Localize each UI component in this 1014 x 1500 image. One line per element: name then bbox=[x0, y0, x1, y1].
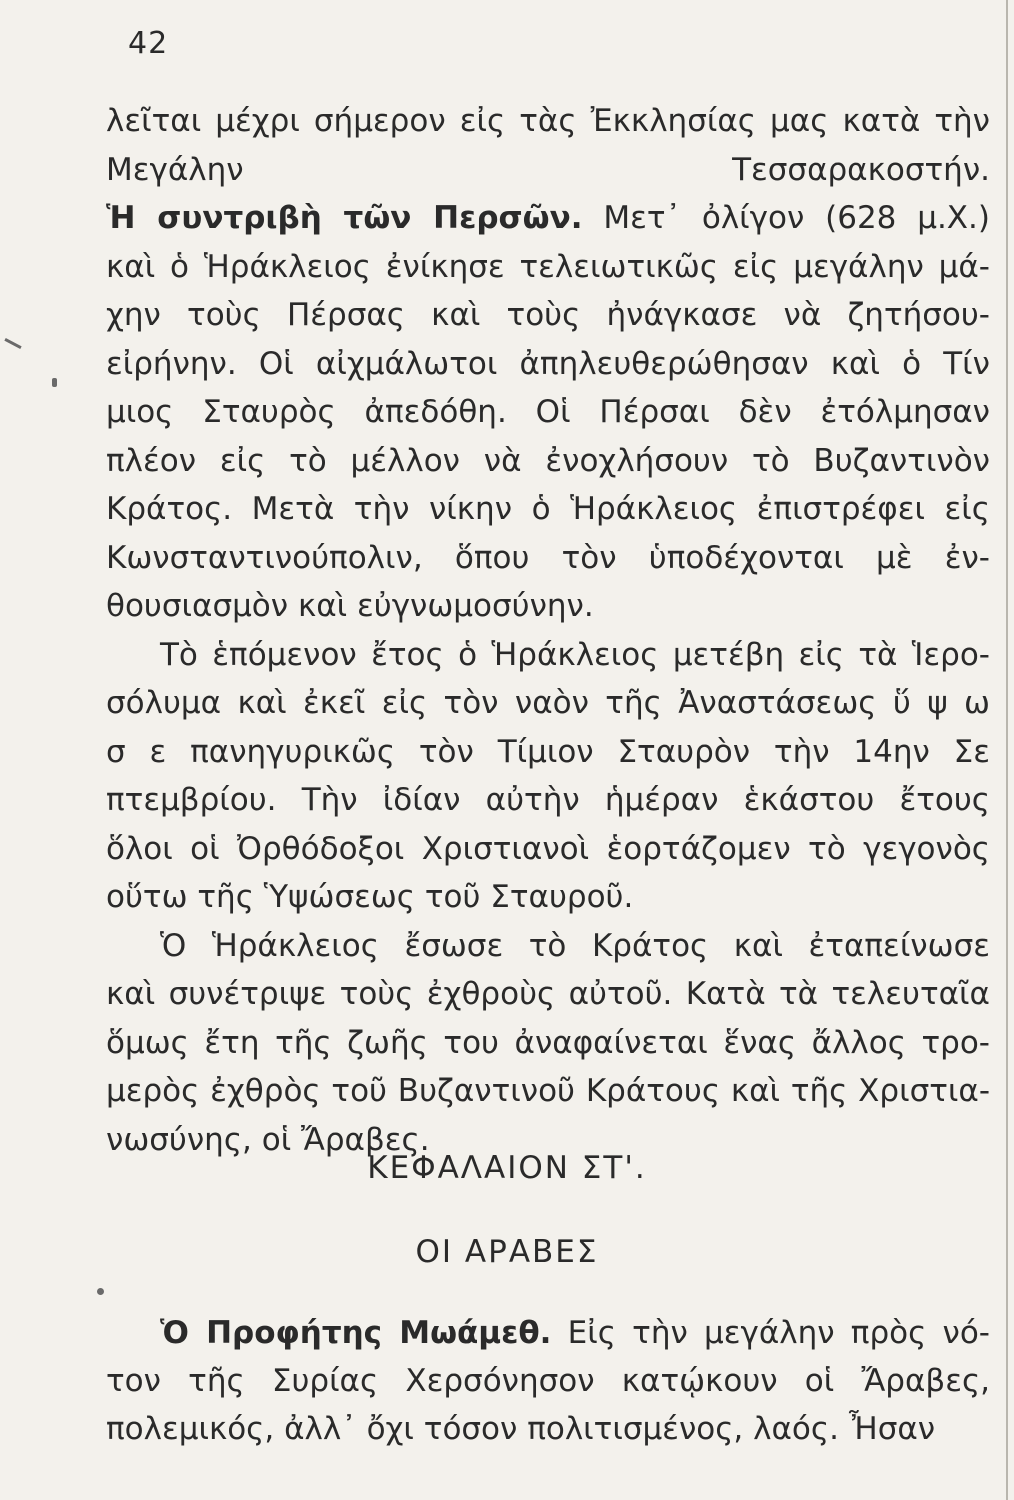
text-line bbox=[106, 684, 990, 722]
line-text: εἰρήνην. Οἱ αἰχμάλωτοι ἀπηλευθερώθησαν καὶ ὁ Τίν bbox=[106, 345, 990, 382]
text-line bbox=[106, 1362, 990, 1400]
text-line bbox=[106, 830, 990, 868]
text-line bbox=[106, 296, 990, 334]
line-text: θουσιασμὸν καὶ εὐγνωμοσύνην. bbox=[106, 588, 594, 624]
ink-dot bbox=[97, 1288, 104, 1295]
line-text: Μεγάλην Τεσσαρακοστήν. bbox=[106, 151, 990, 188]
text-line bbox=[106, 248, 990, 286]
text-line bbox=[106, 199, 990, 237]
chapter-title: ΟΙ ΑΡΑΒΕΣ bbox=[415, 1234, 599, 1270]
line-text: Ὁ Ἡράκλειος ἔσωσε τὸ Κράτος καὶ ἐταπείνωσε bbox=[160, 927, 990, 964]
text-line bbox=[106, 1072, 990, 1110]
line-text: Τὸ ἑπόμενον ἔτος ὁ Ἡράκλειος μετέβη εἰς τὰ Ἱερο- bbox=[160, 636, 990, 673]
text-line bbox=[106, 151, 990, 189]
page-edge bbox=[1006, 0, 1008, 1500]
ink-dot bbox=[52, 378, 57, 387]
line-text: μιος Σταυρὸς ἀπεδόθη. Οἱ Πέρσαι δὲν ἐτόλμησαν bbox=[106, 394, 990, 430]
line-text: σόλυμα καὶ ἐκεῖ εἰς τὸν ναὸν τῆς Ἀναστάσεως ὕ ψ ω bbox=[106, 685, 990, 721]
text-line bbox=[106, 539, 990, 577]
text-line bbox=[106, 345, 990, 383]
line-text: πλέον εἰς τὸ μέλλον νὰ ἐνοχλήσουν τὸ Βυζαντινὸν bbox=[106, 442, 990, 479]
line-text: Εἰς τὴν μεγάλην πρὸς νό- bbox=[551, 1315, 990, 1351]
page-number: 42 bbox=[128, 26, 169, 61]
text-line bbox=[106, 490, 990, 528]
text-line bbox=[106, 102, 990, 140]
line-text: νωσύνης, οἱ Ἄραβες. bbox=[106, 1121, 430, 1158]
line-text: Κωνσταντινούπολιν, ὅπου τὸν ὑποδέχονται μὲ ἐν- bbox=[106, 539, 990, 576]
text-line bbox=[160, 927, 990, 965]
line-text: χην τοὺς Πέρσας καὶ τοὺς ἠνάγκασε νὰ ζητήσου- bbox=[106, 297, 990, 333]
section-heading: Ὁ Προφήτης Μωάμεθ. bbox=[160, 1315, 552, 1351]
line-text: Κράτος. Μετὰ τὴν νίκην ὁ Ἡράκλειος ἐπιστρέφει εἰς bbox=[106, 491, 990, 527]
line-text: οὕτω τῆς Ὑψώσεως τοῦ Σταυροῦ. bbox=[106, 879, 634, 915]
text-line bbox=[106, 878, 990, 916]
section-heading: Ἡ συντριβὴ τῶν Περσῶν. bbox=[106, 200, 583, 236]
line-text: καὶ ὁ Ἡράκλειος ἐνίκησε τελειωτικῶς εἰς μεγάλην μά- bbox=[106, 248, 990, 285]
line-text: Μετ᾽ ὀλίγον (628 μ.Χ.) bbox=[582, 200, 990, 236]
text-line bbox=[160, 636, 990, 674]
line-text: μερὸς ἐχθρὸς τοῦ Βυζαντινοῦ Κράτους καὶ τῆς Χριστια- bbox=[106, 1073, 990, 1109]
text-line bbox=[106, 781, 990, 819]
text-line bbox=[160, 1314, 990, 1352]
line-text: λεῖται μέχρι σήμερον εἰς τὰς Ἐκκλησίας μας κατὰ τὴν bbox=[106, 103, 990, 139]
text-line bbox=[106, 442, 990, 480]
line-text: σ ε πανηγυρικῶς τὸν Τίμιον Σταυρὸν τὴν 14ην Σε bbox=[106, 733, 990, 770]
text-line bbox=[106, 587, 990, 625]
text-line bbox=[106, 393, 990, 431]
line-text: ὅμως ἔτη τῆς ζωῆς του ἀναφαίνεται ἕνας ἄλλος τρο- bbox=[106, 1024, 990, 1061]
line-text: πολεμικός, ἀλλ᾽ ὄχι τόσον πολιτισμένος, λαός. Ἦσαν bbox=[106, 1411, 936, 1447]
text-line bbox=[106, 1024, 990, 1062]
line-text: καὶ συνέτριψε τοὺς ἐχθροὺς αὐτοῦ. Κατὰ τὰ τελευταῖα bbox=[106, 976, 990, 1012]
line-text: πτεμβρίου. Τὴν ἰδίαν αὐτὴν ἡμέραν ἑκάστου ἔτους bbox=[106, 782, 990, 818]
line-text: τον τῆς Συρίας Χερσόνησον κατῴκουν οἱ Ἄραβες, bbox=[106, 1363, 990, 1399]
chapter-label: ΚΕΦΑΛΑΙΟΝ ΣΤ'. bbox=[367, 1150, 647, 1186]
ink-mark bbox=[4, 338, 21, 349]
text-line bbox=[106, 975, 990, 1013]
text-line bbox=[106, 1410, 990, 1448]
line-text: ὅλοι οἱ Ὀρθόδοξοι Χριστιανοὶ ἑορτάζομεν τὸ γεγονὸς bbox=[106, 830, 990, 867]
text-line bbox=[106, 733, 990, 771]
